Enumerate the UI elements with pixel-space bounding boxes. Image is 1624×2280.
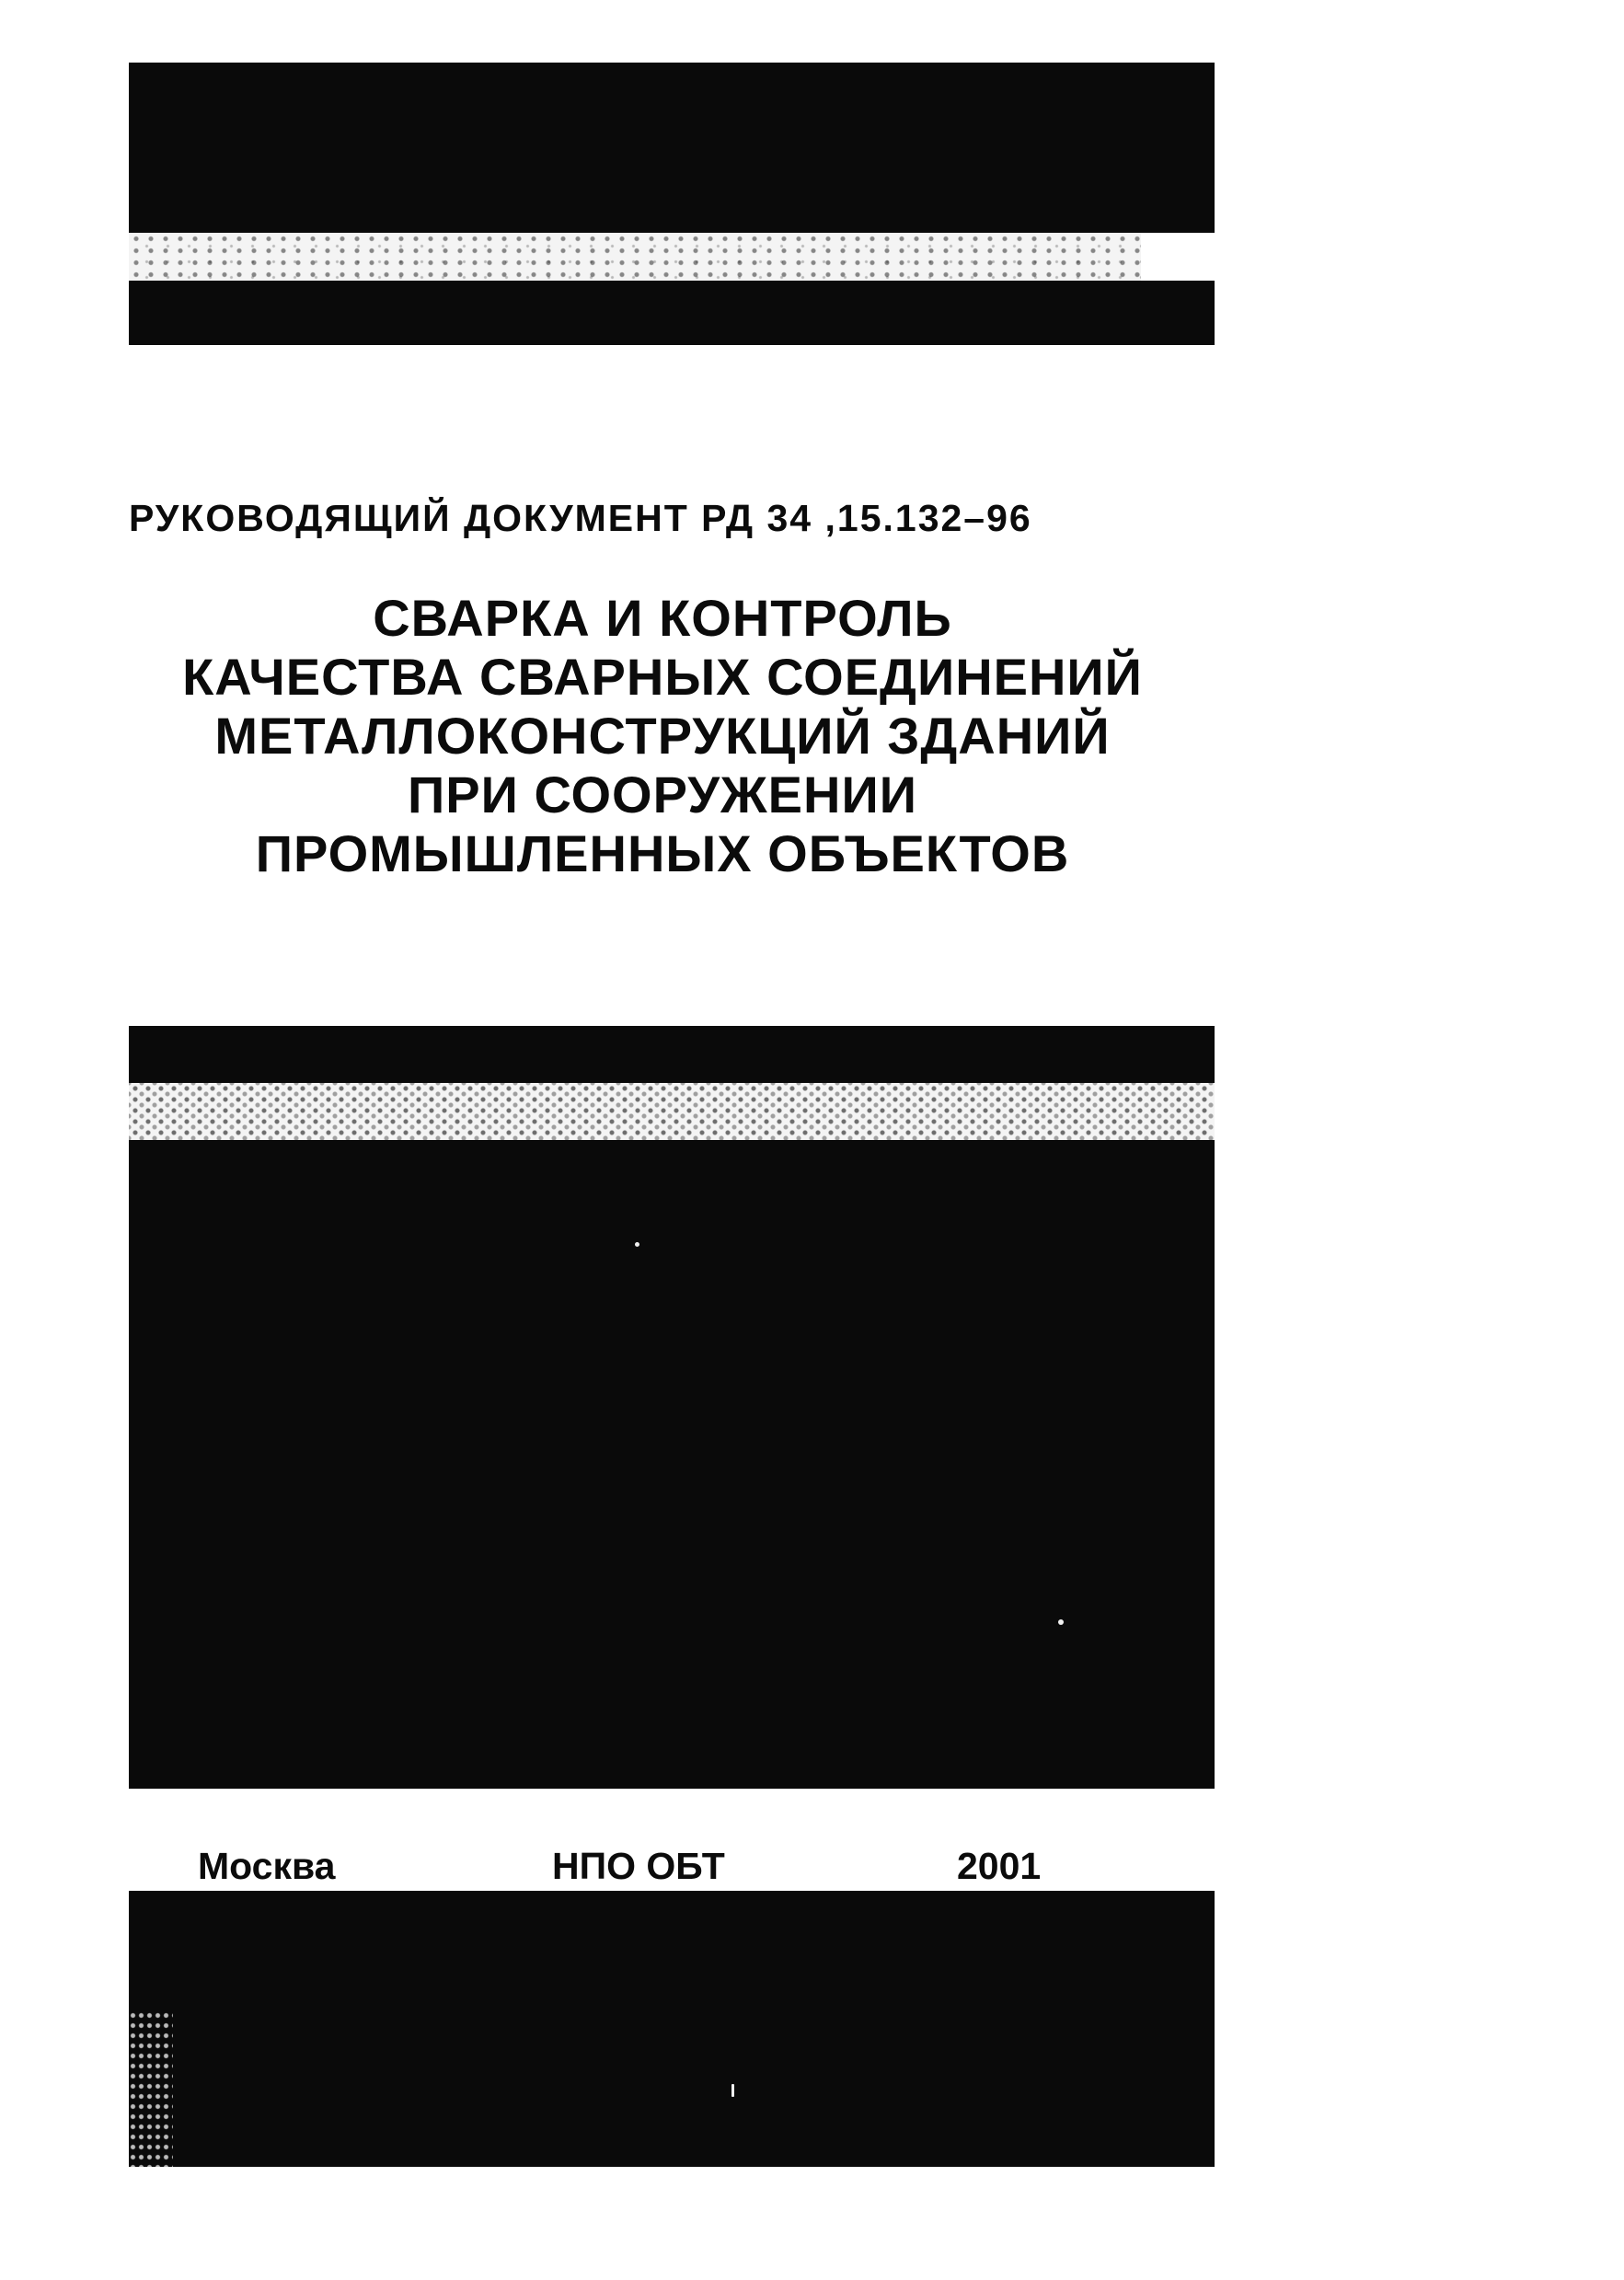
middle-black-band-top: [129, 1026, 1215, 1083]
top-black-band-lower: [129, 281, 1215, 345]
title-line-4: ПРИ СООРУЖЕНИИ: [408, 766, 917, 823]
footer-publisher: НПО ОБТ: [552, 1845, 725, 1887]
speck: [635, 1242, 639, 1247]
middle-black-band: [129, 1140, 1215, 1789]
bottom-noise-edge: [129, 2010, 173, 2167]
title-line-5: ПРОМЫШЛЕННЫХ ОБЪЕКТОВ: [255, 824, 1070, 882]
document-title: [110, 589, 1215, 883]
top-pattern-strip: [129, 233, 1141, 281]
middle-pattern-strip: [129, 1083, 1215, 1140]
title-line-3: МЕТАЛЛОКОНСТРУКЦИЙ ЗДАНИЙ: [214, 707, 1111, 765]
speck: [731, 2084, 734, 2097]
bottom-black-band: [129, 1891, 1215, 2167]
speck: [1058, 1619, 1064, 1625]
document-designation: РУКОВОДЯЩИЙ ДОКУМЕНТ РД 34 ,15.132–96: [129, 497, 1032, 539]
footer-year: 2001: [957, 1845, 1042, 1887]
title-line-2: КАЧЕСТВА СВАРНЫХ СОЕДИНЕНИЙ: [182, 648, 1143, 706]
footer-city: Москва: [198, 1845, 336, 1887]
top-black-band: [129, 63, 1215, 233]
title-line-1: СВАРКА И КОНТРОЛЬ: [373, 589, 952, 647]
